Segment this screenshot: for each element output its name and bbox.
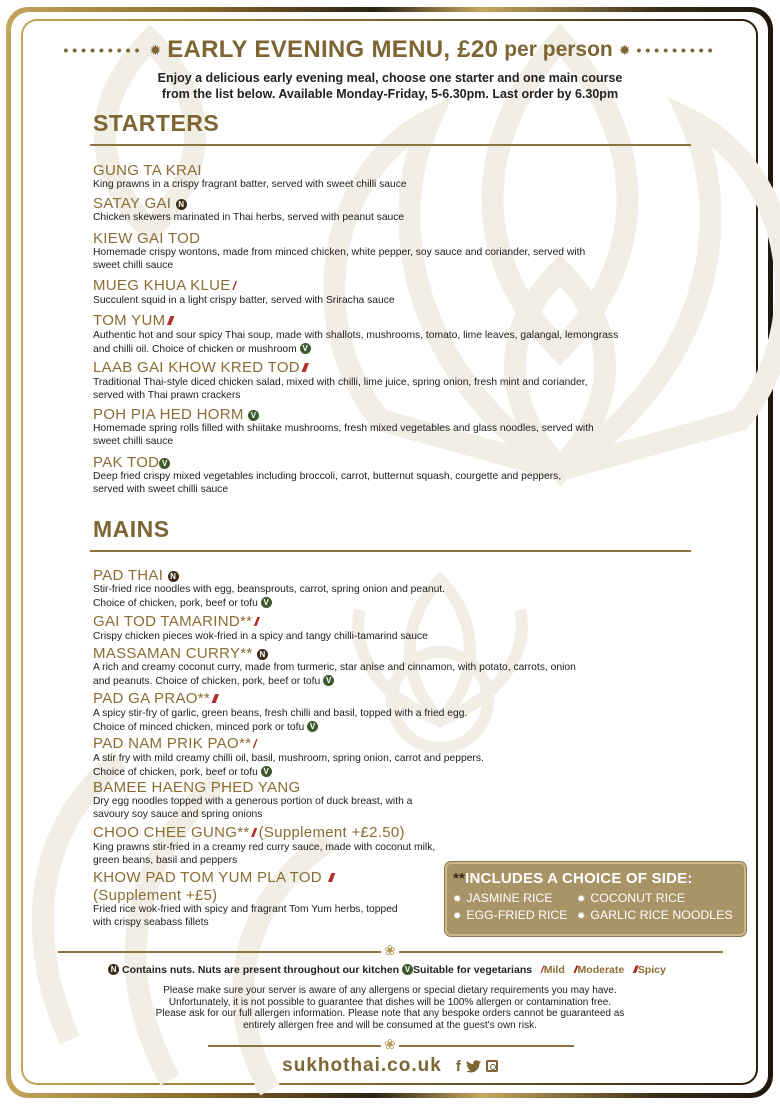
item-description: Authentic hot and sour spicy Thai soup, made with shallots, mushrooms, tomato, lime leaves, galangal, lemongrass and chilli oil. Choice of chicken or mushroom V [93, 330, 619, 355]
menu-item [93, 195, 404, 225]
item-description: Homemade spring rolls filled with shiitake mushrooms, fresh mixed vegetables and glass noodles, served with sweet chilli sauce [93, 423, 594, 447]
dietary-legend [0, 964, 780, 976]
side-options [453, 891, 746, 922]
item-description: Traditional Thai-style diced chicken salad, mixed with chilli, lime juice, spring onion, fresh mint and coriander, served with Thai prawn crackers [93, 377, 588, 401]
instagram-icon[interactable] [486, 1060, 498, 1072]
intro-line: Enjoy a delicious early evening meal, choose one starter and one main course [157, 71, 623, 85]
menu-item [93, 613, 428, 644]
item-name: PAD THAI [93, 567, 164, 584]
menu-item [93, 869, 398, 929]
section-divider [90, 144, 691, 146]
item-description: Deep fried crispy mixed vegetables including broccoli, carrot, butternut squash, courgette and peppers, served with sweet chilli sauce [93, 471, 562, 495]
nut-icon: N [108, 964, 119, 975]
chilli-spicy-icon: /// [633, 964, 636, 976]
menu-item [93, 359, 587, 402]
vegetarian-icon: V [248, 410, 259, 421]
section-heading-mains: MAINS [93, 516, 170, 542]
item-name: PAD NAM PRIK PAO [93, 735, 239, 752]
nut-icon: N [168, 571, 179, 582]
item-name: POH PIA HED HORM [93, 406, 244, 423]
chilli-mild-icon: / [540, 964, 542, 976]
title-dots-left: ••••••••• [63, 42, 144, 58]
menu-item [93, 690, 467, 734]
item-name: PAD GA PRAO [93, 690, 198, 707]
vegetarian-icon: V [261, 597, 272, 608]
social-links [456, 1058, 498, 1075]
flower-icon: ✹ [618, 41, 631, 58]
item-description: A spicy stir-fry of garlic, green beans, fresh chilli and basil, topped with a fried egg. Choice of minced chicken, minced pork or tofu V [93, 708, 468, 733]
item-description: Chicken skewers marinated in Thai herbs, served with peanut sauce [93, 212, 405, 223]
spicy-label: Spicy [637, 964, 666, 976]
menu-item [93, 824, 435, 867]
menu-item [93, 312, 618, 356]
item-name: SATAY GAI [93, 195, 172, 212]
item-name: GAI TOD TAMARIND [93, 613, 241, 630]
side-box-title: **INCLUDES A CHOICE OF SIDE: [453, 870, 693, 887]
menu-item [93, 645, 576, 688]
vegetarian-icon: V [300, 343, 311, 354]
nuts-legend-text: Contains nuts. Nuts are present throughout our kitchen [122, 964, 400, 976]
menu-item [93, 162, 407, 192]
side-option: ✹ COCONUT RICE [577, 891, 737, 905]
menu-item [93, 277, 395, 308]
intro-text [0, 70, 780, 102]
website-row [0, 1055, 780, 1077]
side-option: ✹ EGG-FRIED RICE [453, 908, 577, 922]
chilli-spicy-icon: /// [328, 871, 333, 885]
flower-icon: ✹ [149, 41, 162, 58]
menu-item [93, 735, 484, 779]
side-included-marker: ** [240, 613, 253, 630]
item-name: KHOW PAD TOM YUM PLA TOD [93, 869, 322, 886]
side-choice-box [445, 862, 746, 936]
vegetarian-icon: V [261, 766, 272, 777]
allergen-disclaimer: Please make sure your server is aware of any allergens or special dietary requirements you may have. Unfortunately, it is not possible to guarantee that dishes will be 100% allergen or contamination free. Please ask for our full allergen information. Please note that any bespoke orders cannot be guaranteed as entirely allergen free and will be consumed at the guest's own risk. [155, 985, 625, 1031]
vegetarian-icon: V [402, 964, 413, 975]
title-suffix: per person [504, 38, 613, 61]
menu-title [0, 36, 780, 64]
item-name: CHOO CHEE GUNG [93, 824, 238, 841]
item-name: MASSAMAN CURRY [93, 645, 241, 662]
moderate-label: Moderate [577, 964, 625, 976]
item-description: King prawns stir-fried in a creamy red curry sauce, made with coconut milk, green beans, basil and peppers [93, 842, 436, 866]
item-name: LAAB GAI KHOW KRED TOD [93, 359, 300, 376]
item-name: KIEW GAI TOD [93, 230, 201, 247]
item-name: GUNG TA KRAI [93, 162, 202, 179]
chilli-moderate-icon: // [254, 615, 257, 629]
item-description: King prawns in a crispy fragrant batter, served with sweet chilli sauce [93, 179, 407, 190]
side-included-marker: ** [240, 645, 253, 662]
nut-icon: N [257, 649, 268, 660]
item-description: A rich and creamy coconut curry, made from turmeric, star anise and cinnamon, with potato, carrots, onion and peanuts. Choice of chicken, pork, beef or tofu V [93, 662, 576, 687]
section-heading-starters: STARTERS [93, 110, 220, 136]
mild-label: Mild [543, 964, 565, 976]
side-included-marker: ** [197, 690, 210, 707]
item-name: PAK TOD [93, 454, 160, 471]
supplement-price: (Supplement +£5) [93, 887, 218, 904]
veg-legend-text: Suitable for vegetarians [413, 964, 533, 976]
twitter-icon[interactable] [466, 1060, 481, 1073]
title-dots-right: ••••••••• [636, 42, 717, 58]
item-description: A stir fry with mild creamy chilli oil, basil, mushroom, spring onion, carrot and peppers. Choice of chicken, pork, beef or tofu V [93, 753, 484, 778]
website-link[interactable]: sukhothai.co.uk [282, 1055, 442, 1076]
side-included-marker: ** [237, 824, 250, 841]
vegetarian-icon: V [159, 458, 170, 469]
item-name: MUEG KHUA KLUE [93, 277, 231, 294]
menu-item [93, 779, 412, 821]
item-description: Dry egg noodles topped with a generous portion of duck breast, with a savoury soy sauce and spring onions [93, 796, 413, 820]
title-text: EARLY EVENING MENU, £20 [167, 36, 499, 63]
facebook-icon[interactable]: f [455, 1057, 461, 1075]
item-name: BAMEE HAENG PHED YANG [93, 779, 301, 796]
side-option: ✹ JASMINE RICE [453, 891, 577, 905]
vegetarian-icon: V [323, 675, 334, 686]
intro-line: from the list below. Available Monday-Friday, 5-6.30pm. Last order by 6.30pm [161, 87, 619, 101]
lotus-ornament-icon: ❀ [381, 942, 399, 959]
chilli-spicy-icon: /// [212, 692, 217, 706]
chilli-spicy-icon: /// [301, 361, 306, 375]
item-description: Stir-fried rice noodles with egg, beansprouts, carrot, spring onion and peanut. Choice of chicken, pork, beef or tofu V [93, 584, 446, 609]
chilli-mild-icon: / [253, 737, 255, 751]
chilli-spicy-icon: /// [167, 314, 172, 328]
side-included-marker: ** [238, 735, 252, 752]
menu-item [93, 454, 561, 496]
item-description: Succulent squid in a light crispy batter, served with Sriracha sauce [93, 295, 395, 306]
supplement-price: (Supplement +£2.50) [258, 824, 405, 841]
chilli-mild-icon: / [232, 279, 234, 293]
chilli-moderate-icon: // [573, 964, 576, 976]
menu-item [93, 567, 445, 610]
item-description: Crispy chicken pieces wok-fried in a spicy and tangy chilli-tamarind sauce [93, 631, 428, 642]
chilli-moderate-icon: // [251, 826, 255, 840]
menu-item [93, 406, 594, 448]
side-option: ✹ GARLIC RICE NOODLES [577, 908, 737, 922]
item-description: Fried rice wok-fried with spicy and fragrant Tom Yum herbs, topped with crispy seabass fillets [93, 904, 398, 928]
nut-icon: N [176, 199, 187, 210]
menu-item [93, 230, 585, 272]
section-divider [90, 550, 691, 552]
lotus-ornament-icon: ❀ [381, 1036, 399, 1053]
item-description: Homemade crispy wontons, made from minced chicken, white pepper, soy sauce and coriander, served with sweet chilli sauce [93, 247, 586, 271]
item-name: TOM YUM [93, 312, 166, 329]
vegetarian-icon: V [307, 721, 318, 732]
